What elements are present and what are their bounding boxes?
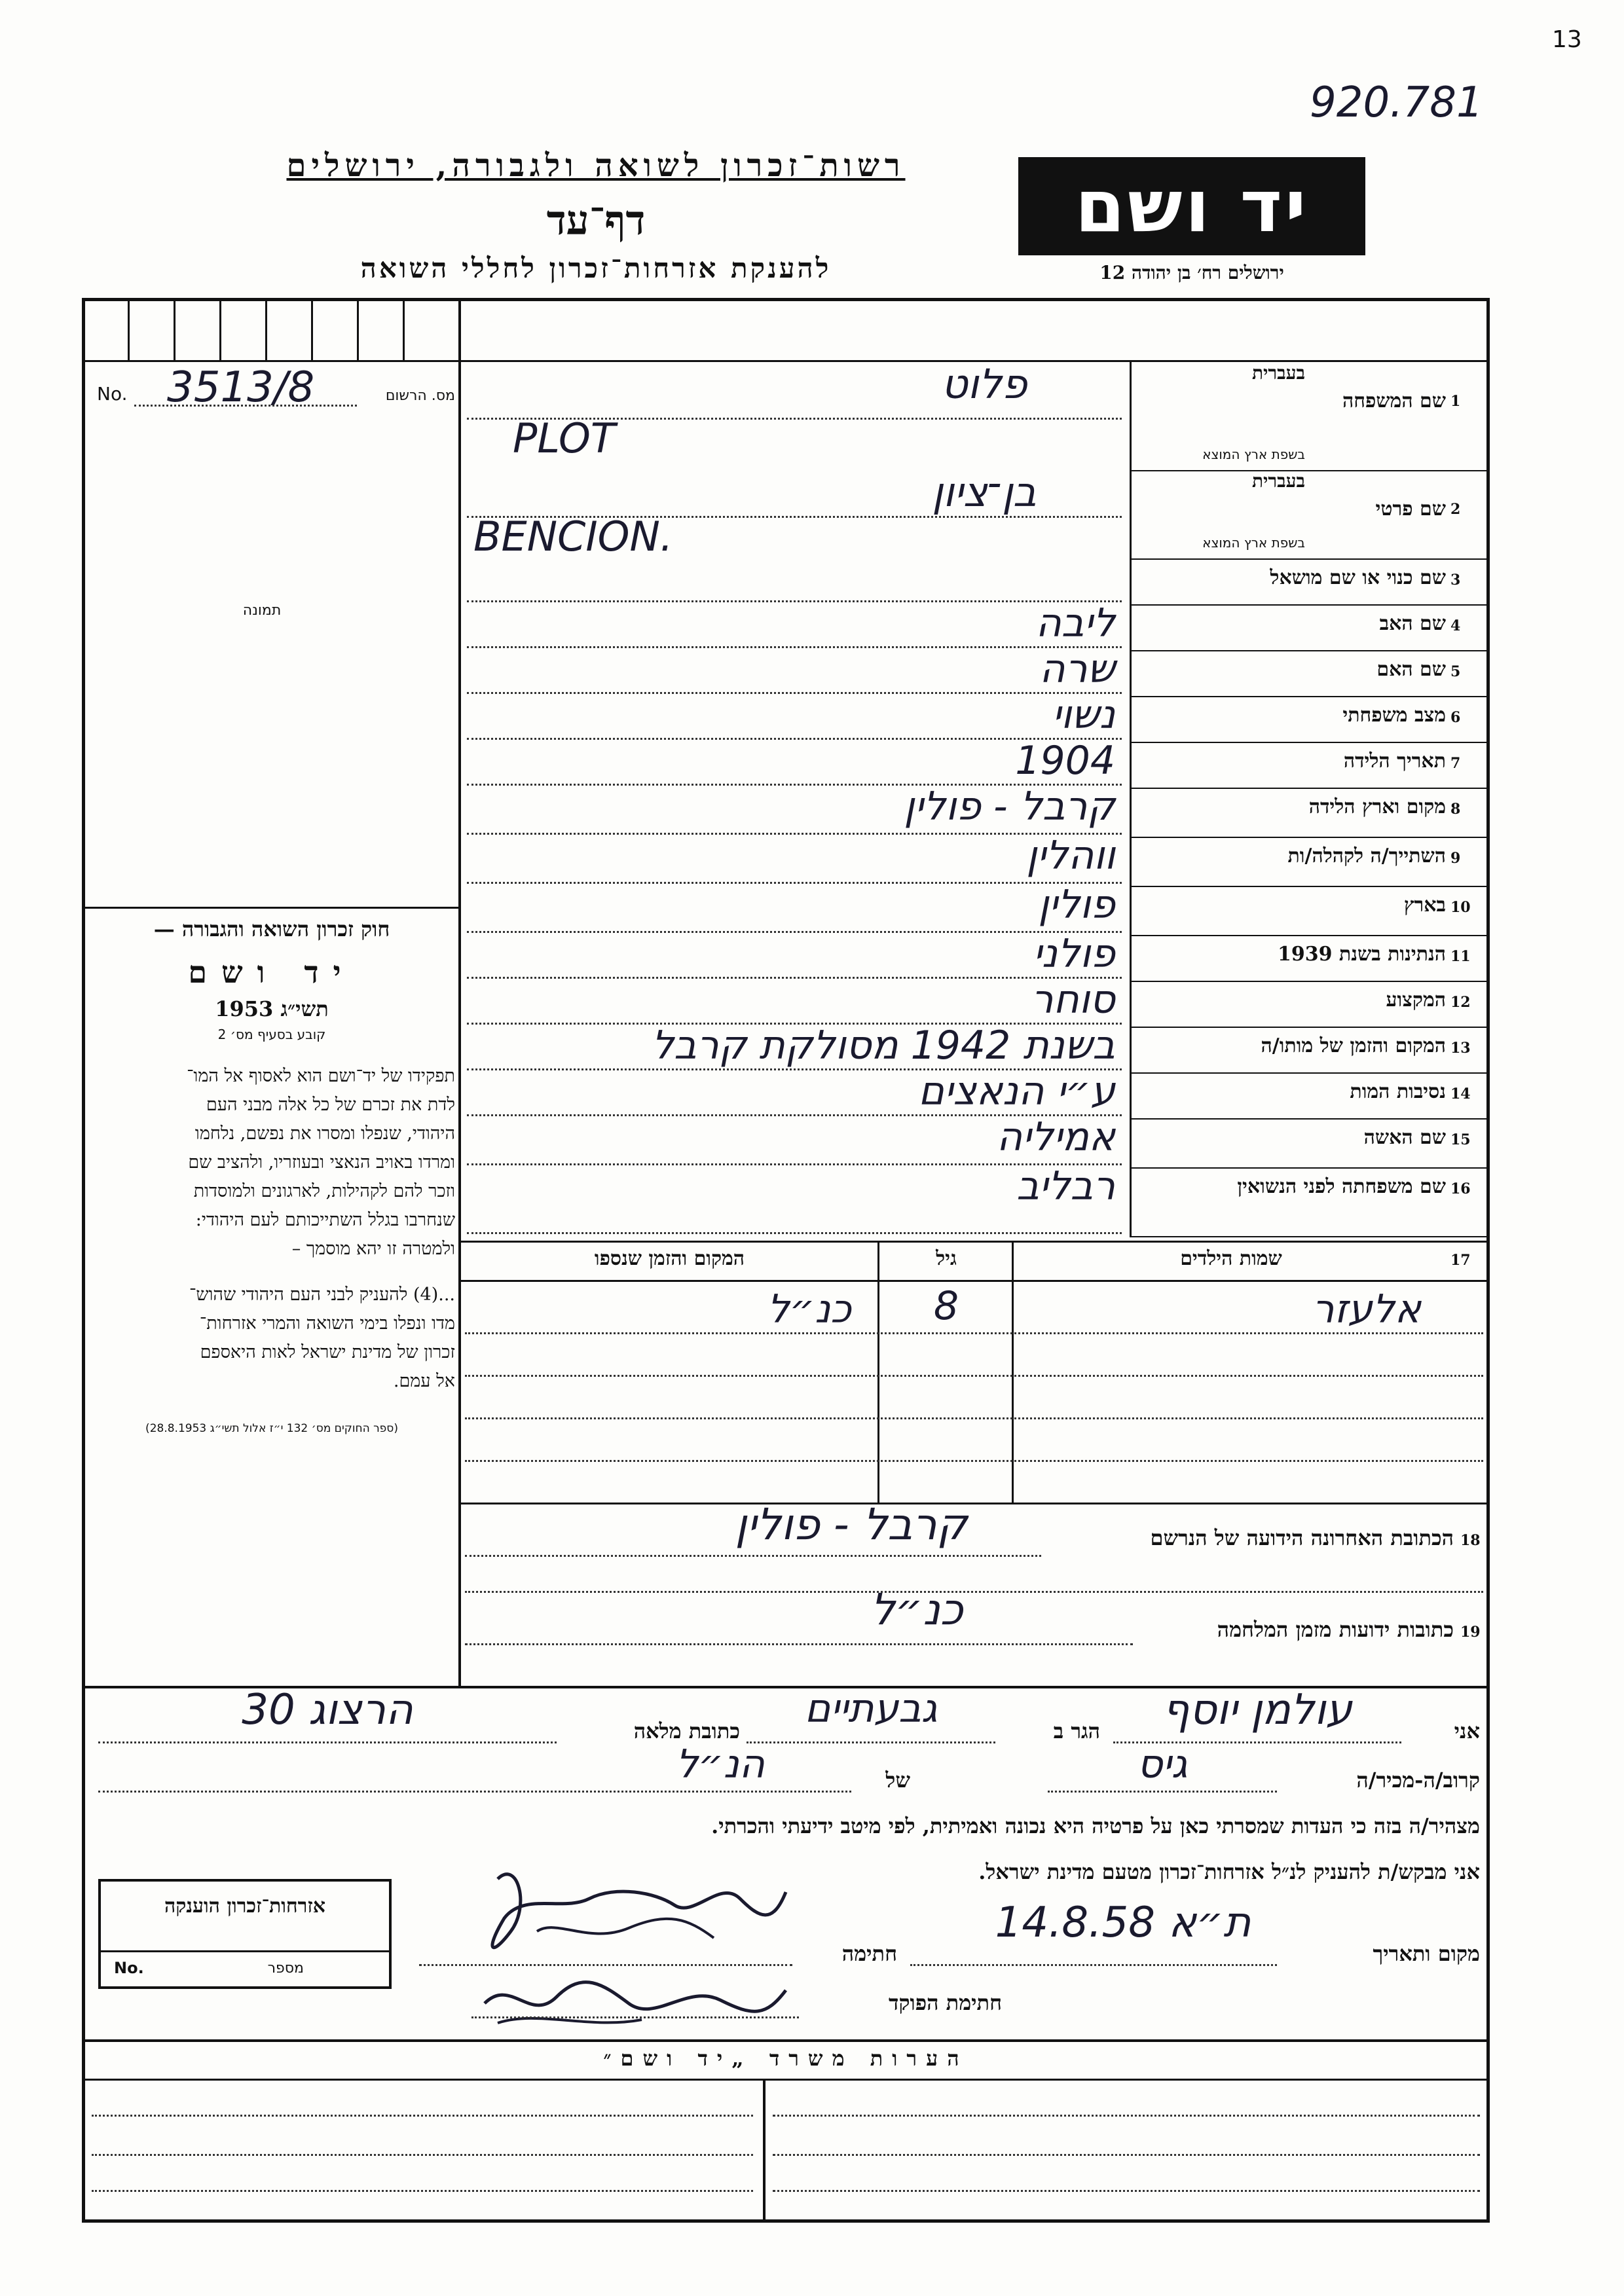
child-name: אלעזר xyxy=(1312,1286,1421,1332)
registration-no-label: No. xyxy=(97,383,128,405)
field-value: ליבה xyxy=(1035,600,1115,646)
child-age: 8 xyxy=(933,1283,959,1329)
yad-vashem-logo: יד ושם xyxy=(1018,157,1365,255)
children-col-names: שמות הילדים xyxy=(1180,1247,1282,1270)
law-citation: (ספר החוקים מס׳ 132 י״ז אלול תשי״ג 28.8.1953) xyxy=(145,1422,398,1435)
header-address: ירושלים רח׳ בן יהודה 12 xyxy=(1099,262,1284,283)
declarant-signature-icon xyxy=(458,1853,799,1964)
officer-signature-icon xyxy=(471,1964,799,2036)
ani-label: אני xyxy=(1454,1719,1480,1743)
field-row-12 xyxy=(460,977,1490,1028)
field-value: ווהלין xyxy=(1026,833,1115,879)
field-row-14 xyxy=(460,1068,1490,1120)
last-address-value: קרבל - פולין xyxy=(735,1499,968,1550)
field-num: 5 xyxy=(1450,663,1461,680)
field-row-4 xyxy=(460,600,1490,651)
field-label: מקום וארץ הלידה xyxy=(1308,795,1446,818)
statement-2: אני מבקש/ת להעניק לנ״ל אזרחות־זכרון מטעם מדינת ישראל. xyxy=(978,1859,1480,1884)
field-value: פולין xyxy=(1038,882,1115,928)
field-label: השתייך/ה לקהלה/ות xyxy=(1287,845,1446,867)
field-label: תאריך הלידה xyxy=(1343,750,1446,773)
field-value: 1904 xyxy=(1015,738,1115,784)
field-num: 3 xyxy=(1450,572,1461,589)
children-col-age: גיל xyxy=(936,1247,957,1270)
field-label: מצב משפחתי xyxy=(1342,704,1446,727)
of-value: הנ״ל xyxy=(676,1741,765,1787)
stamp-no-label: No. xyxy=(114,1959,144,1977)
registration-number: 3513/8 xyxy=(167,363,315,412)
authority-name: רשות־זכרון לשואה ולגבורה, ירושלים xyxy=(286,147,906,184)
field-value: קרבל - פולין xyxy=(904,784,1115,829)
top-boxes xyxy=(82,298,458,360)
war-address-num: 19 xyxy=(1460,1624,1481,1641)
field-row-1 xyxy=(460,360,1490,471)
field-value-hebrew: בן־ציון xyxy=(932,468,1037,516)
law-text: תפקידו של יד־ושם הוא לאסוף אל המו־ לדת את זכרם של כל אלה מבני העם היהודי, שנפלו ומסרו את נפשם, נלחמו ומרדו באויב הנאצי ובעוזריו, ולהציב שם וזכר להם לקהילות, לארגונים ולמוסדות שנחרבו בגלל השתייכותם לעם היהודי: ולמטרה זו יהא מוסמך – ...(4) להעניק לבני העם היהודי שהוש־ מדו ונפלו בימי השואה והמרי אזרחות־ זכרון של מדינת ישראל לאות היאספם אל עמם. xyxy=(187,1066,455,1391)
field-row-2 xyxy=(460,468,1490,560)
stamp-number-label: מספר xyxy=(267,1960,304,1977)
field-num: 14 xyxy=(1450,1085,1471,1102)
field-sub-hebrew: בעברית xyxy=(1251,470,1305,492)
field-label: שם פרטי xyxy=(1375,498,1446,520)
form-subtitle: להענקת אזרחות־זכרון לחללי השואה xyxy=(360,252,832,284)
field-label: בארץ xyxy=(1403,894,1446,917)
of-label: של xyxy=(885,1768,910,1793)
place-date-label: מקום ותאריך xyxy=(1373,1941,1480,1966)
field-value-foreign: PLOT xyxy=(513,414,616,462)
registration-label: מס. הרשום xyxy=(385,388,455,404)
field-value: אמיליה xyxy=(997,1114,1115,1160)
officer-label: חתימת הפוקד xyxy=(889,1990,1002,2015)
last-address-num: 18 xyxy=(1460,1532,1481,1549)
field-row-8 xyxy=(460,784,1490,838)
citizenship-stamp-box xyxy=(98,1879,392,1989)
signature-label: חתימה xyxy=(841,1941,897,1966)
field-num: 12 xyxy=(1450,994,1471,1011)
address-label: כתובת מלאה xyxy=(633,1719,740,1743)
field-value: סוחר xyxy=(1031,977,1115,1023)
field-label: שם האם xyxy=(1376,658,1446,681)
resides-value: גבעתיים xyxy=(804,1686,938,1732)
field-row-16 xyxy=(460,1163,1490,1237)
stamp-title: אזרחות־זכרון הוענקה xyxy=(164,1895,326,1918)
field-label: שם האב xyxy=(1379,612,1446,635)
remarks-title: הערות משרד „יד ושם״ xyxy=(603,2046,969,2071)
field-num: 16 xyxy=(1450,1180,1471,1197)
field-label: שם המשפחה xyxy=(1342,390,1446,412)
field-value-hebrew: פלוט xyxy=(941,360,1027,408)
ani-value: עולמן יוסף xyxy=(1162,1686,1352,1734)
field-value: פולני xyxy=(1033,931,1115,977)
field-value: נשוי xyxy=(1052,692,1115,738)
field-row-9 xyxy=(460,833,1490,887)
place-date-value: ת״א 14.8.58 xyxy=(995,1899,1251,1947)
relative-value: גיס xyxy=(1137,1741,1188,1787)
field-num: 15 xyxy=(1450,1131,1471,1148)
field-row-13 xyxy=(460,1023,1490,1074)
law-sidebar xyxy=(88,910,455,1435)
field-num: 10 xyxy=(1450,899,1471,916)
law-name: יד ושם xyxy=(188,955,356,990)
field-label: הנתינות בשנת 1939 xyxy=(1277,943,1446,966)
field-sub-foreign: בשפת ארץ המוצא xyxy=(1202,446,1305,462)
field-sub-hebrew: בעברית xyxy=(1251,362,1305,384)
field-num: 1 xyxy=(1450,393,1461,410)
relative-label: קרוב/ה-מכיר/ה xyxy=(1356,1768,1480,1793)
field-row-11 xyxy=(460,931,1490,982)
field-value: רבליב xyxy=(1016,1163,1115,1209)
field-row-10 xyxy=(460,882,1490,936)
address-value: הרצוג 30 xyxy=(242,1686,413,1734)
field-row-3 xyxy=(460,560,1490,606)
field-label: שם משפחתה לפני הנשואין xyxy=(1237,1175,1446,1198)
war-address-value: כנ״ל xyxy=(870,1584,963,1635)
photo-label: תמונה xyxy=(242,602,282,619)
child-place: כנ״ל xyxy=(767,1286,851,1332)
field-num: 2 xyxy=(1450,501,1461,518)
field-label: שם כנוי או שם מושאל xyxy=(1270,566,1446,589)
field-num: 9 xyxy=(1450,850,1461,867)
field-label: המקצוע xyxy=(1386,989,1446,1011)
last-address-label: הכתובת האחרונה הידועה של הנרשם xyxy=(1150,1525,1454,1550)
resides-label: הגר ב xyxy=(1053,1719,1100,1743)
field-num: 11 xyxy=(1450,948,1471,965)
law-title: חוק זכרון השואה והגבורה — xyxy=(153,917,390,941)
children-num: 17 xyxy=(1450,1252,1471,1269)
field-value: שרה xyxy=(1039,646,1115,692)
field-row-5 xyxy=(460,646,1490,697)
form-title: דף־עד xyxy=(546,196,646,244)
field-value-foreign: BENCION. xyxy=(473,513,673,560)
field-num: 13 xyxy=(1450,1040,1471,1057)
page-number: 13 xyxy=(1552,26,1582,53)
field-label: שם האשה xyxy=(1363,1126,1446,1149)
law-year: תשי״ג 1953 xyxy=(215,996,329,1021)
war-address-label: כתובות ידועות מזמן המלחמה xyxy=(1217,1617,1454,1642)
field-num: 8 xyxy=(1450,801,1461,818)
field-num: 7 xyxy=(1450,755,1461,772)
field-num: 6 xyxy=(1450,709,1461,726)
law-clause: קובע בסעיף מס׳ 2 xyxy=(217,1027,326,1042)
field-row-15 xyxy=(460,1114,1490,1169)
field-row-7 xyxy=(460,738,1490,789)
field-value: ע״י הנאצים xyxy=(918,1068,1115,1114)
field-value: בשנת 1942 מסולקת קרבל xyxy=(652,1023,1115,1068)
children-col-place: המקום והזמן שנספו xyxy=(594,1247,745,1270)
field-row-6 xyxy=(460,692,1490,743)
field-num: 4 xyxy=(1450,617,1461,634)
field-sub-foreign: בשפת ארץ המוצא xyxy=(1202,535,1305,551)
field-label: המקום והזמן של מותו/ה xyxy=(1261,1034,1446,1057)
statement-1: מצהיר/ה בזה כי העדות שמסרתי כאן על פרטיה היא נכונה ואמיתית, לפי מיטב ידיעתי והכרתי. xyxy=(711,1813,1480,1838)
archive-number: 920.781 xyxy=(1310,79,1483,127)
field-label: נסיבות המות xyxy=(1350,1080,1446,1103)
